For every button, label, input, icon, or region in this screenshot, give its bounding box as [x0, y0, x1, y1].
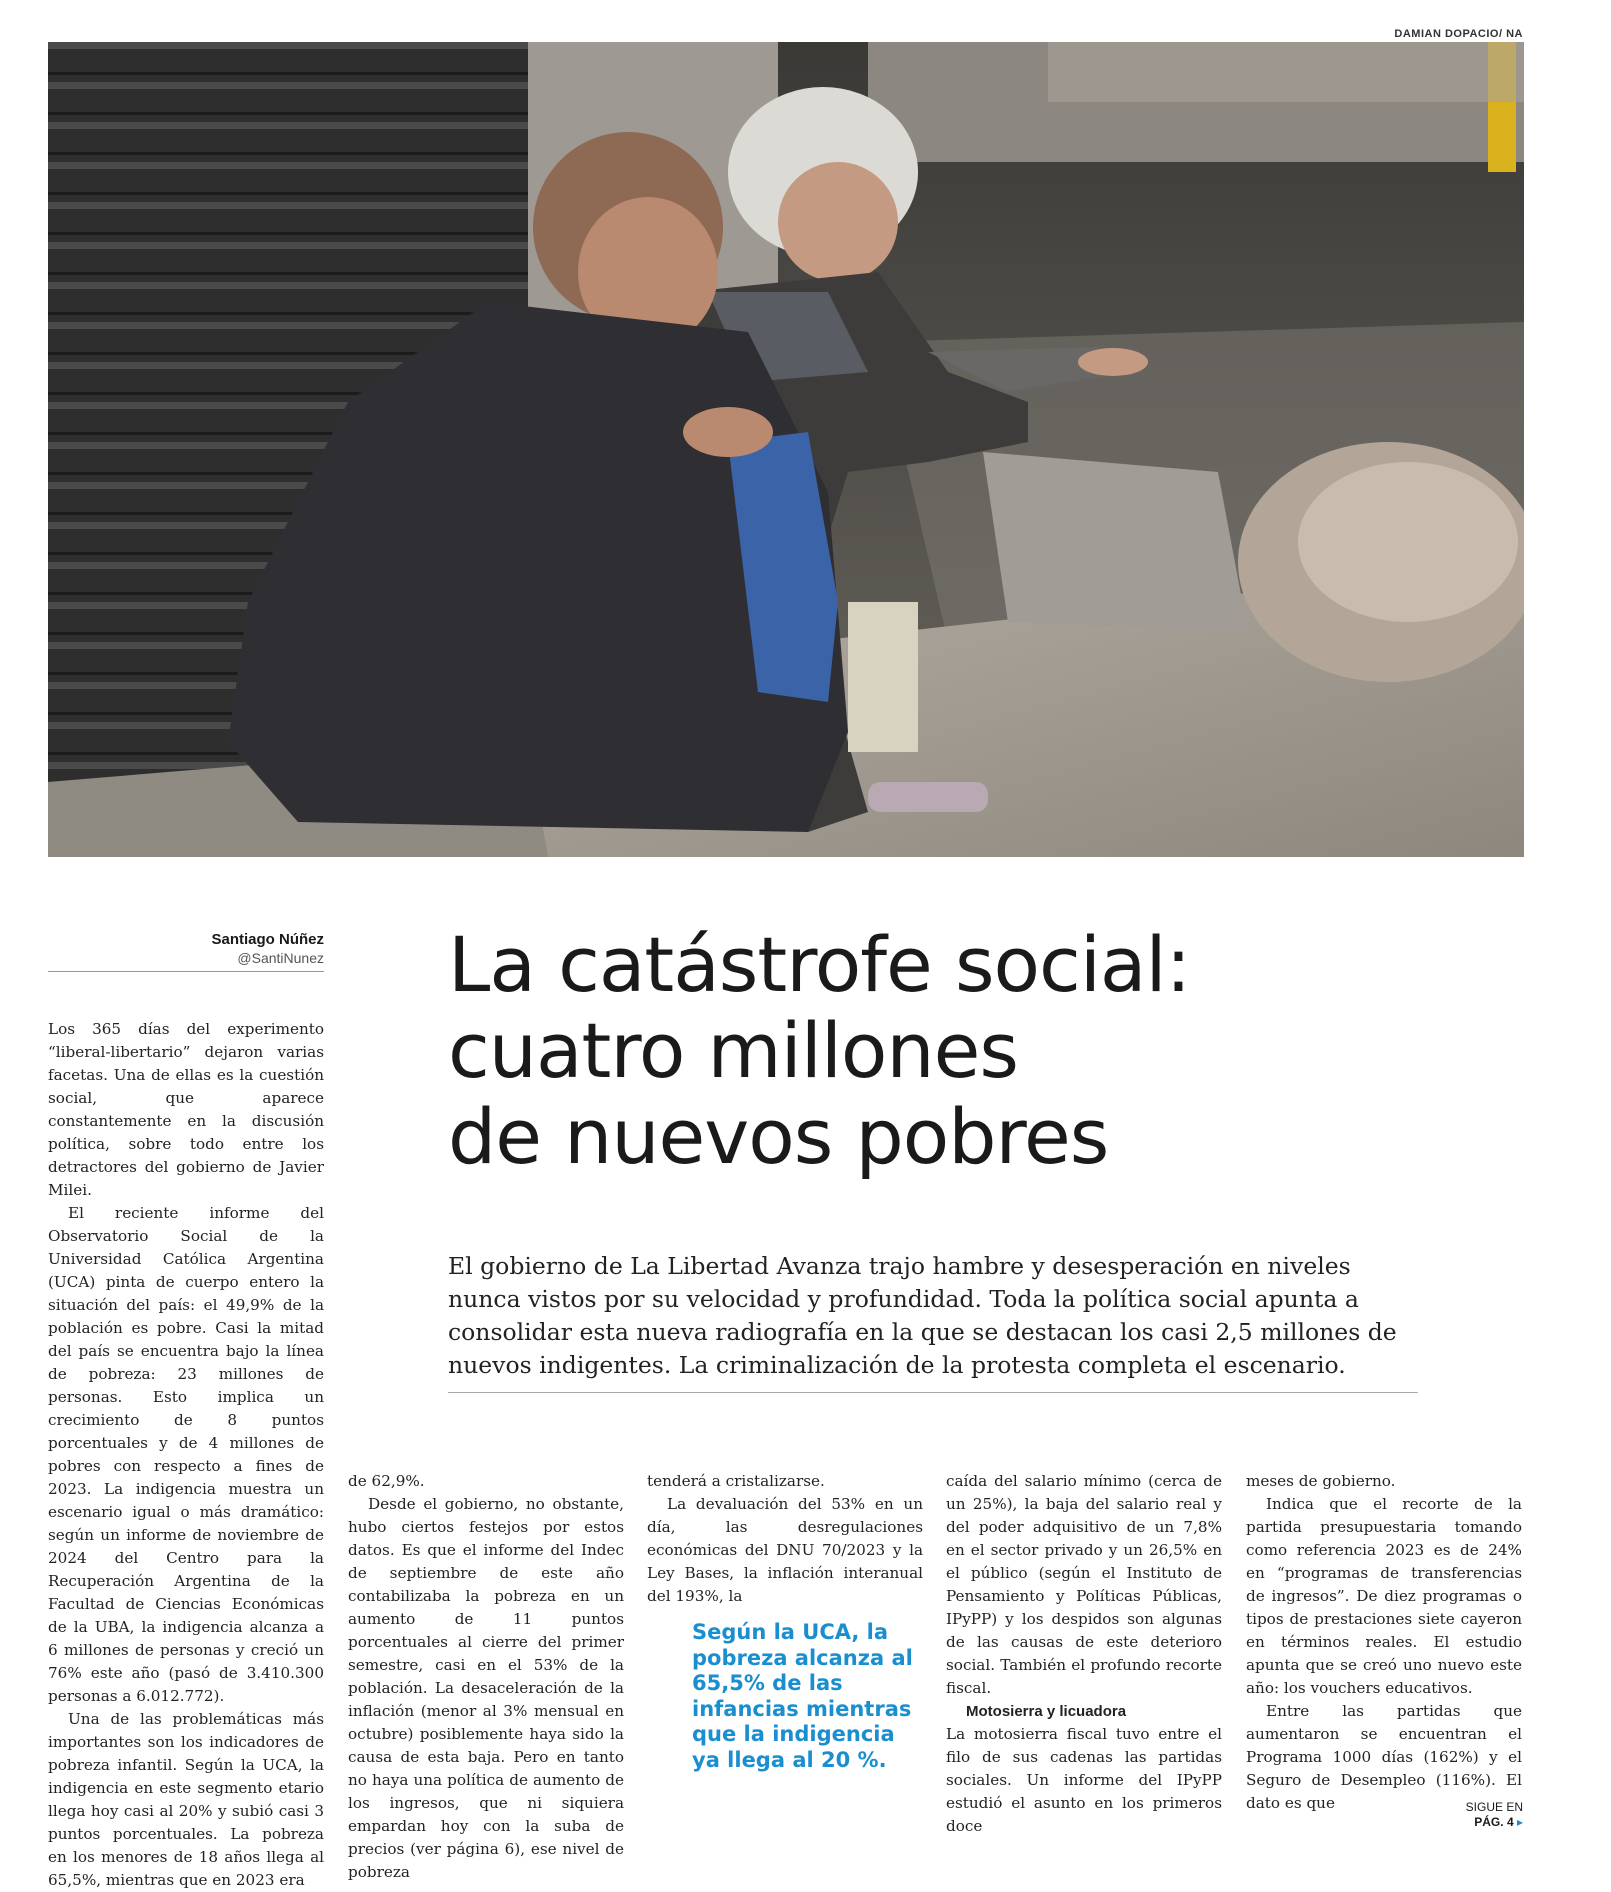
article-paragraph: Desde el gobierno, no obstante, hubo ciertos festejos por estos datos. Es que el informe del Indec de septiembre de este año contabilizaba la pobreza en un aumento de 11 puntos porcentuales al cierre del primer semestre, casi en el 53% de la población. La desaceleración de la inflación (menor al 3% mensual en octubre) posiblemente haya sido la causa de esta baja. Pero en tanto no haya una política de aumento de los ingresos, que ni siquiera empardan hoy con la suba de precios (ver página 6), ese nivel de pobreza: [348, 1495, 624, 1881]
continued-page: PÁG. 4: [1474, 1815, 1514, 1829]
article-paragraph: meses de gobierno.: [1246, 1472, 1396, 1490]
headline: [448, 922, 1448, 1180]
pull-quote: Según la UCA, la pobreza alcanza al 65,5% de las infancias mientras que la indigencia ya llega al 20 %.: [692, 1620, 913, 1772]
photo-illustration: [48, 42, 1524, 857]
article-column-2: [348, 1470, 624, 1884]
article-column-1: [48, 1018, 324, 1892]
headline-line: de nuevos pobres: [448, 1092, 1109, 1181]
byline-author: Santiago Núñez: [211, 931, 324, 948]
byline-handle: @SantiNunez: [237, 950, 324, 966]
article-paragraph: tenderá a cristalizarse.: [647, 1472, 825, 1490]
article-paragraph: Los 365 días del experimento “liberal-libertario” dejaron varias facetas. Una de ellas es la cuestión social, que aparece constantemente en la discusión política, sobre todo entre los detractores del gobierno de Javier Milei.: [48, 1020, 324, 1199]
photo-elderly-couple-begging: [48, 42, 1524, 857]
headline-line: La catástrofe social:: [448, 920, 1191, 1009]
continued-on-page[interactable]: [1466, 1800, 1523, 1830]
article-paragraph: La motosierra fiscal tuvo entre el filo de sus cadenas las partidas sociales. Un informe del IPyPP estudió el asunto en los primeros doce: [946, 1725, 1222, 1835]
article-column-4: [946, 1470, 1222, 1838]
section-subhead: Motosierra y licuadora: [966, 1703, 1127, 1720]
article-column-3: [647, 1470, 923, 1608]
article-paragraph: Indica que el recorte de la partida presupuestaria tomando como referencia 2023 es de 24% en “programas de transferencias de ingresos”. De diez programas o tipos de prestaciones siete cayeron en términos reales. El estudio apunta que se creó uno nuevo este año: los vouchers educativos.: [1246, 1495, 1522, 1697]
article-paragraph: La devaluación del 53% en un día, las desregulaciones económicas del DNU 70/2023 y la Ley Bases, la inflación interanual del 193%, la: [647, 1495, 923, 1605]
article-column-5: [1246, 1470, 1522, 1815]
article-paragraph: Una de las problemáticas más importantes son los indicadores de pobreza infantil. Según la UCA, la indigencia en este segmento etario llega hoy casi al 20% y subió casi 3 puntos porcentuales. La pobreza en los menores de 18 años llega al 65,5%, mientras que en 2023 era: [48, 1710, 324, 1889]
deck-summary: El gobierno de La Libertad Avanza trajo hambre y desesperación en niveles nunca vistos por su velocidad y profundidad. Toda la política social apunta a consolidar esta nueva radiografía en la que se destacan los casi 2,5 millones de nuevos indigentes. La criminalización de la protesta completa el escenario.: [448, 1250, 1418, 1393]
continued-label: SIGUE EN: [1465, 1800, 1523, 1814]
article-paragraph: El reciente informe del Observatorio Social de la Universidad Católica Argentina (UCA) pinta de cuerpo entero la situación del país: el 49,9% de la población es pobre. Casi la mitad del país se encuentra bajo la línea de pobreza: 23 millones de personas. Esto implica un crecimiento de 8 puntos porcentuales y de 4 millones de pobres con respecto a fines de 2023. La indigencia muestra un escenario igual o más dramático: según un informe de noviembre de 2024 del Centro para la Recuperación Argentina de la Facultad de Ciencias Económicas de la UBA, la indigencia alcanza a 6 millones de personas y creció un 76% este año (pasó de 3.410.300 personas a 6.012.772).: [48, 1204, 324, 1705]
headline-line: cuatro millones: [448, 1006, 1018, 1095]
triangle-right-icon: ▸: [1516, 1815, 1523, 1829]
article-paragraph: de 62,9%.: [348, 1472, 425, 1490]
article-paragraph: Entre las partidas que aumentaron se encuentran el Programa 1000 días (162%) y el Seguro de Desempleo (116%). El dato es que: [1246, 1702, 1522, 1812]
byline: [48, 930, 324, 972]
article-paragraph: caída del salario mínimo (cerca de un 25%), la baja del salario real y del poder adquisitivo de un 7,8% en el sector privado y un 26,5% en el público (según el Instituto de Pensamiento y Políticas Públicas, IPyPP) y los despidos son algunas de las causas de este deterioro social. También el profundo recorte fiscal.: [946, 1472, 1222, 1697]
photo-credit: DAMIAN DOPACIO/ NA: [1394, 28, 1523, 40]
